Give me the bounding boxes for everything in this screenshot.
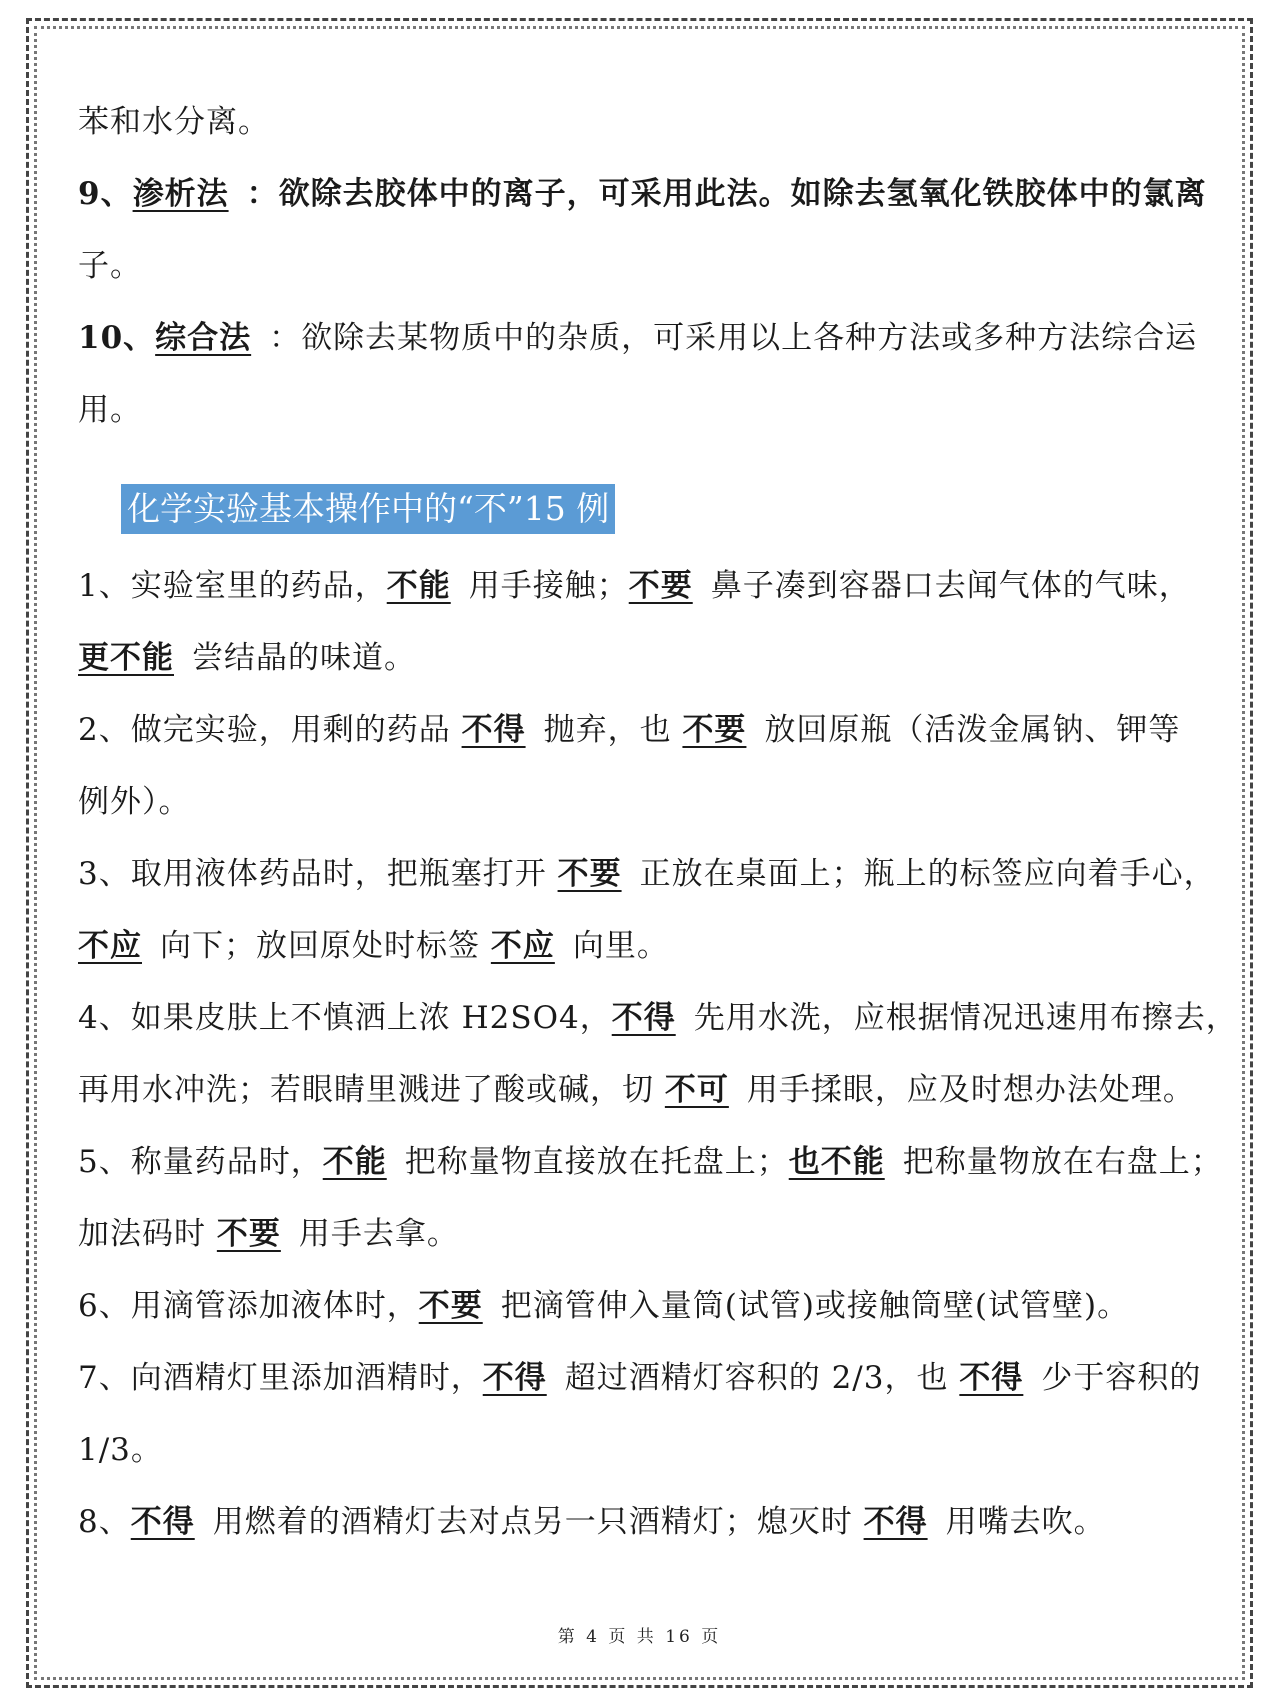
method-10: 10、综合法 ：欲除去某物质中的杂质，可采用以上各种方法或多种方法综合运	[78, 320, 1198, 356]
text-line: 苯和水分离。	[78, 104, 270, 140]
item-4: 4、如果皮肤上不慎洒上浓 H2SO4，不得 先用水洗，应根据情况迅速用布擦去，	[78, 1000, 1238, 1036]
item-7: 7、向酒精灯里添加酒精时，不得 超过酒精灯容积的 2/3，也 不得 少于容积的	[78, 1360, 1202, 1396]
item-2-cont: 例外）。	[78, 784, 191, 820]
section-heading: 化学实验基本操作中的“不”15 例	[121, 484, 615, 534]
term-dialysis: 渗析法	[132, 176, 229, 212]
term-combined: 综合法	[155, 320, 252, 356]
method-10-cont: 用。	[78, 392, 142, 428]
item-7-cont: 1/3。	[78, 1432, 163, 1468]
document-body	[78, 86, 1238, 1558]
item-3-cont: 不应 向下；放回原处时标签 不应 向里。	[78, 928, 669, 964]
item-3: 3、取用液体药品时，把瓶塞打开 不要 正放在桌面上；瓶上的标签应向着手心，	[78, 856, 1216, 892]
item-5-cont: 加法码时 不要 用手去拿。	[78, 1216, 459, 1252]
method-9: 9、渗析法 ：欲除去胶体中的离子，可采用此法。如除去氢氧化铁胶体中的氯离	[78, 176, 1207, 212]
method-9-cont: 子。	[78, 248, 142, 284]
page-number: 第 4 页 共 16 页	[557, 1627, 722, 1647]
item-6: 6、用滴管添加液体时，不要 把滴管伸入量筒(试管)或接触筒壁(试管壁)。	[78, 1288, 1130, 1324]
section-heading-wrap	[78, 446, 1200, 550]
item-2: 2、做完实验，用剩的药品 不得 抛弃，也 不要 放回原瓶（活泼金属钠、钾等	[78, 712, 1181, 748]
item-1: 1、实验室里的药品，不能 用手接触；不要 鼻子凑到容器口去闻气体的气味，	[78, 568, 1191, 604]
item-4-cont: 再用水冲洗；若眼睛里溅进了酸或碱，切 不可 用手揉眼，应及时想办法处理。	[78, 1072, 1195, 1108]
item-1-cont: 更不能 尝结晶的味道。	[78, 640, 416, 676]
item-8: 8、不得 用燃着的酒精灯去对点另一只酒精灯；熄灭时 不得 用嘴去吹。	[78, 1504, 1106, 1540]
item-5: 5、称量药品时，不能 把称量物直接放在托盘上；也不能 把称量物放在右盘上；	[78, 1144, 1223, 1180]
